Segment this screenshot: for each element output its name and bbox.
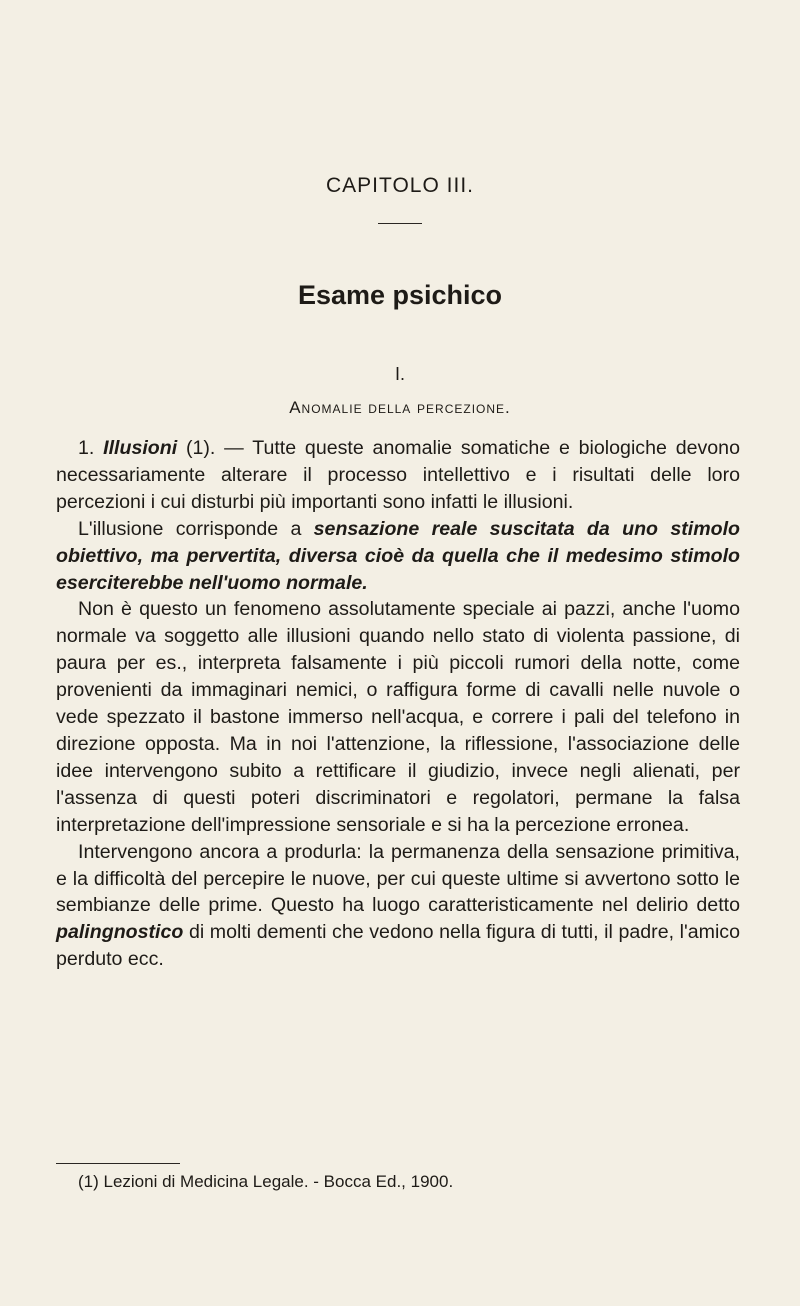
paragraph-text: Intervengono ancora a produrla: la permanenza della sensazione primitiva, e la difficoltà del percepire le nuove, per cui queste ultime si avvertono sotto le sembianze delle prime. Questo ha luogo caratteristicamente nel delirio detto (56, 840, 740, 917)
body-text (56, 435, 740, 973)
paragraph-title: Illusioni (103, 437, 178, 459)
definition-italic: sensazione reale suscitata da uno stimolo obiettivo, ma pervertita, diversa cioè da quella che il medesimo stimolo eserciterebbe nell'uomo normale. (56, 517, 741, 594)
chapter-divider (378, 223, 422, 224)
paragraph-number: 1. (78, 437, 104, 459)
paragraph-definition (56, 516, 740, 597)
chapter-heading: CAPITOLO III. (326, 174, 474, 197)
section-number: I. (394, 364, 405, 384)
footnote: (1) Lezioni di Medicina Legale. - Bocca Ed., 1900. (78, 1172, 454, 1191)
paragraph-text: Tutte queste anomalie somatiche e biologiche devono necessariamente alterare il processo intellettivo e i risultati delle loro percezioni i cui disturbi più importanti sono infatti le illusioni. (56, 437, 740, 513)
chapter-title: Esame psichico (297, 280, 503, 310)
term-italic: palingnostico (56, 921, 184, 944)
paragraph-text: L'illusione corrisponde a (78, 517, 314, 540)
paragraph-palingnostic (56, 839, 740, 974)
paragraph-illusioni (56, 435, 740, 516)
paragraph-text: di molti dementi che vedono nella figura di tutti, il padre, l'amico perduto ecc. (56, 921, 740, 971)
paragraph-normal-man: Non è questo un fenomeno assolutamente speciale ai pazzi, anche l'uomo normale va soggetto alle illusioni quando nello stato di violenta passione, di paura per es., interpreta falsamente i più piccoli rumori della notte, come provenienti da immaginari nemici, o raffigura forme di cavalli nelle nuvole o vede spezzato il bastone immerso nell'acqua, e correre i pali del telefono in direzione opposta. Ma in noi l'attenzione, la riflessione, l'associazione delle idee intervengono subito a rettificare il giudizio, invece negli alienati, per l'assenza di questi poteri discriminatori e regolatori, permane la falsa interpretazione dell'impressione sensoriale e si ha la percezione erronea. (56, 598, 740, 836)
footnote-divider (56, 1163, 180, 1164)
section-heading: Anomalie della percezione. (289, 398, 511, 417)
footnote-reference: (1). — (177, 437, 253, 459)
